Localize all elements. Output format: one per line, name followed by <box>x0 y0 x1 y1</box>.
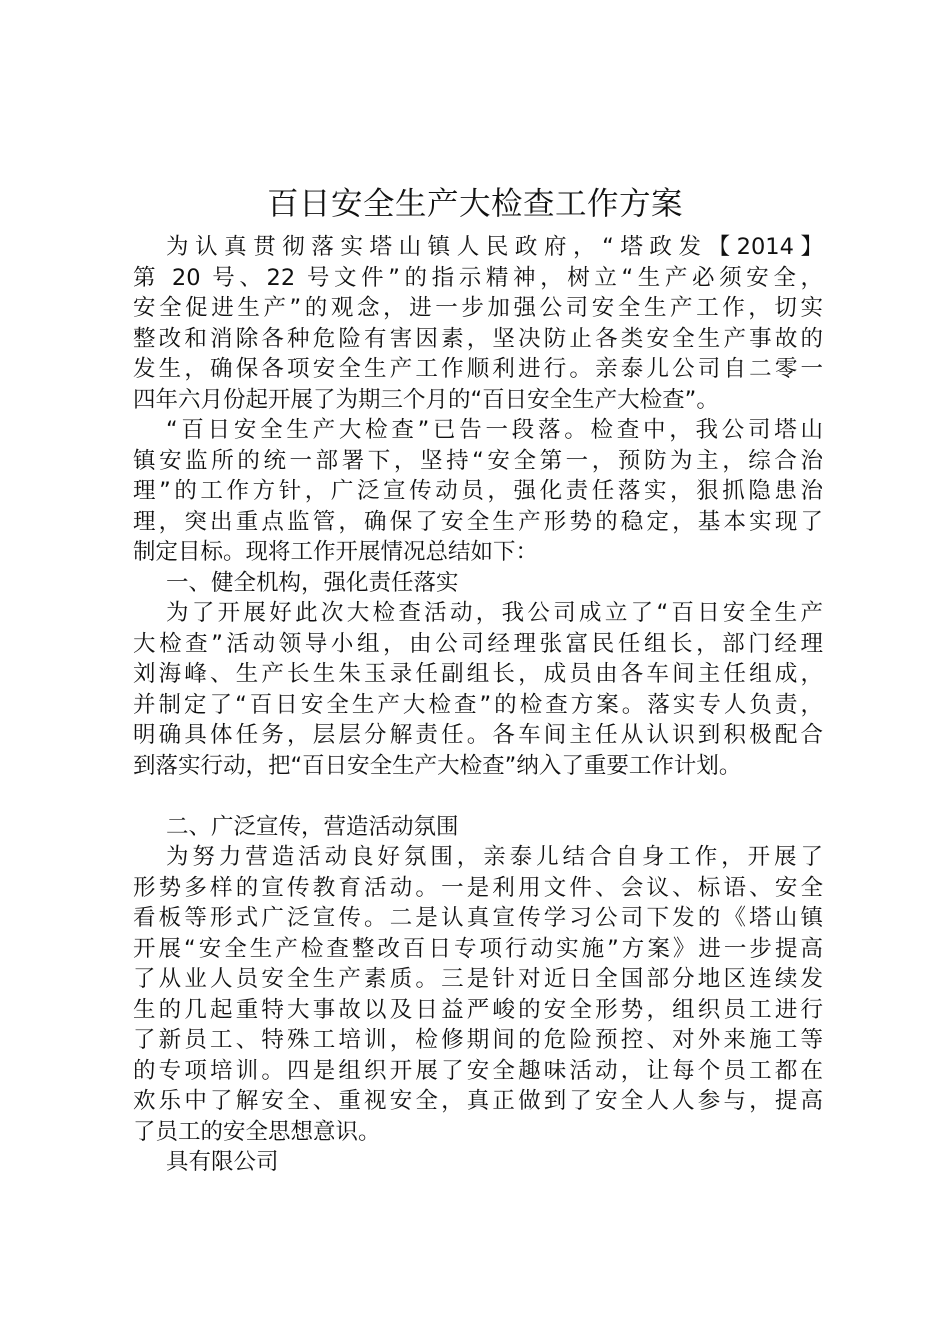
blank-line <box>133 781 823 812</box>
document-body <box>133 232 823 1178</box>
text-line: 整改和消除各种危险有害因素，坚决防止各类安全生产事故的 <box>133 325 823 352</box>
text-line: 了从业人员安全生产素质。三是针对近日全国部分地区连续发 <box>133 966 823 992</box>
text-line: 四年六月份起开展了为期三个月的“百日安全生产大检查”。 <box>133 386 719 413</box>
paragraph-section-2 <box>133 842 823 1147</box>
section-heading-text: 二、广泛宣传，营造活动氛围 <box>166 813 459 840</box>
text-line: 大检查”活动领导小组，由公司经理张富民任组长，部门经理 <box>133 630 823 657</box>
text-line: 为努力营造活动良好氛围，亲泰儿结合自身工作，开展了 <box>166 844 823 870</box>
text-line: 镇安监所的统一部署下，坚持“安全第一，预防为主，综合治 <box>133 447 823 474</box>
text-line: 明确具体任务，层层分解责任。各车间主任从认识到积极配合 <box>133 722 823 748</box>
section-heading-2 <box>133 812 823 843</box>
section-heading-text: 一、健全机构，强化责任落实 <box>166 569 459 596</box>
text-line: 刘海峰、生产长生朱玉录任副组长，成员由各车间主任组成， <box>133 661 823 687</box>
text-line: 开展“安全生产检查整改百日专项行动实施”方案》进一步提高 <box>133 935 823 962</box>
text-line: 并制定了“百日安全生产大检查”的检查方案。落实专人负责， <box>133 691 823 718</box>
paragraph-company <box>133 1147 823 1178</box>
paragraph-intro <box>133 232 823 415</box>
text-line: 欢乐中了解安全、重视安全，真正做到了安全人人参与，提高 <box>133 1088 823 1114</box>
text-line: 安全促进生产”的观念，进一步加强公司安全生产工作，切实 <box>133 295 823 321</box>
text-line: 形势多样的宣传教育活动。一是利用文件、会议、标语、安全 <box>133 874 823 901</box>
paragraph-section-1 <box>133 598 823 781</box>
text-line: 到落实行动，把“百日安全生产大检查”纳入了重要工作计划。 <box>133 752 742 779</box>
company-name-text: 具有限公司 <box>166 1149 279 1175</box>
text-line: 了员工的安全思想意识。 <box>133 1118 381 1145</box>
text-line: 制定目标。现将工作开展情况总结如下： <box>133 539 539 565</box>
document-title: 百日安全生产大检查工作方案 <box>266 186 683 222</box>
text-line: 发生，确保各项安全生产工作顺利进行。亲泰儿公司自二零一 <box>133 356 823 382</box>
text-line: 看板等形式广泛宣传。二是认真宣传学习公司下发的《塔山镇 <box>133 905 823 931</box>
section-heading-1 <box>133 568 823 599</box>
text-line: “百日安全生产大检查”已告一段落。检查中，我公司塔山 <box>166 417 823 443</box>
text-line: 生的几起重特大事故以及日益严峻的安全形势，组织员工进行 <box>133 996 823 1023</box>
paragraph-summary <box>133 415 823 568</box>
text-line: 为了开展好此次大检查活动，我公司成立了“百日安全生产 <box>166 600 823 626</box>
text-line: 为认真贯彻落实塔山镇人民政府，“塔政发【2014】 <box>166 234 823 260</box>
text-line: 第 20 号、22 号文件”的指示精神，树立“生产必须安全， <box>133 264 823 291</box>
text-line: 理，突出重点监管，确保了安全生产形势的稳定，基本实现了 <box>133 508 823 535</box>
text-line: 的专项培训。四是组织开展了安全趣味活动，让每个员工都在 <box>133 1057 823 1084</box>
text-line: 理”的工作方针，广泛宣传动员，强化责任落实，狠抓隐患治 <box>133 478 823 504</box>
text-line: 了新员工、特殊工培训，检修期间的危险预控、对外来施工等 <box>133 1027 823 1053</box>
